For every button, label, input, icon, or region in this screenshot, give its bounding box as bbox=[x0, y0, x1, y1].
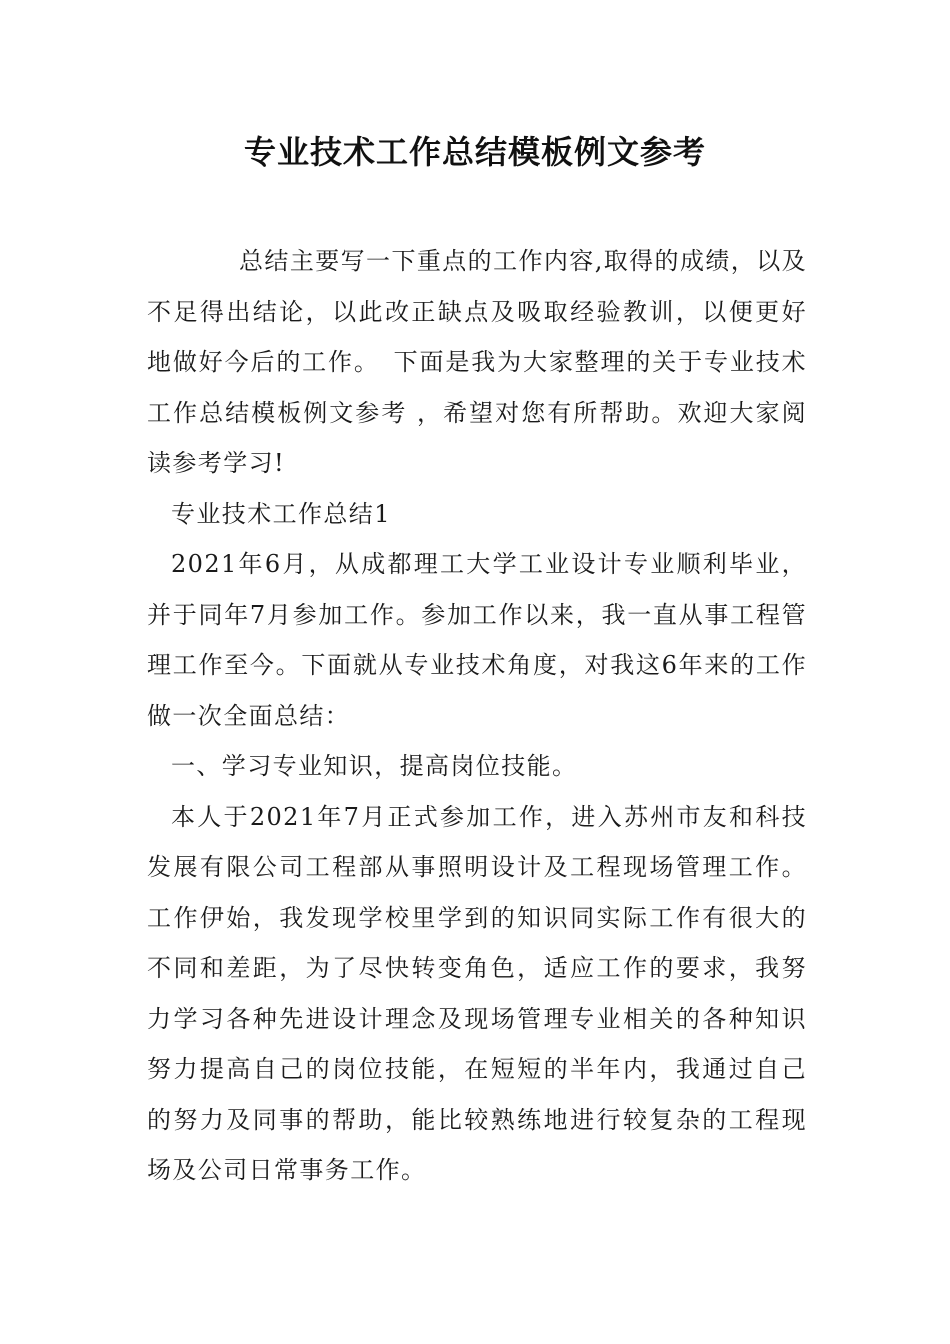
subsection-heading: 一、学习专业知识，提高岗位技能。 bbox=[171, 752, 578, 780]
document-body bbox=[147, 236, 807, 1196]
document-title: 专业技术工作总结模板例文参考 bbox=[243, 133, 706, 171]
intro-paragraph: 总结主要写一下重点的工作内容,取得的成绩，以及不足得出结论，以此改正缺点及吸取经验教训，以便更好地做好今后的工作。 下面是我为大家整理的关于专业技术工作总结模板例文参考 ，希望对您有所帮助。欢迎大家阅读参考学习! bbox=[147, 247, 807, 477]
body-paragraph: 本人于2021年7月正式参加工作，进入苏州市友和科技发展有限公司工程部从事照明设计及工程现场管理工作。工作伊始，我发现学校里学到的知识同实际工作有很大的不同和差距，为了尽快转变角色，适应工作的要求，我努力学习各种先进设计理念及现场管理专业相关的各种知识努力提高自己的岗位技能，在短短的半年内，我通过自己的努力及同事的帮助，能比较熟练地进行较复杂的工程现场及公司日常事务工作。 bbox=[147, 802, 807, 1184]
section-heading: 专业技术工作总结1 bbox=[171, 499, 391, 528]
body-paragraph: 2021年6月，从成都理工大学工业设计专业顺利毕业，并于同年7月参加工作。参加工作以来，我一直从事工程管理工作至今。下面就从专业技术角度，对我这6年来的工作做一次全面总结： bbox=[147, 550, 807, 730]
